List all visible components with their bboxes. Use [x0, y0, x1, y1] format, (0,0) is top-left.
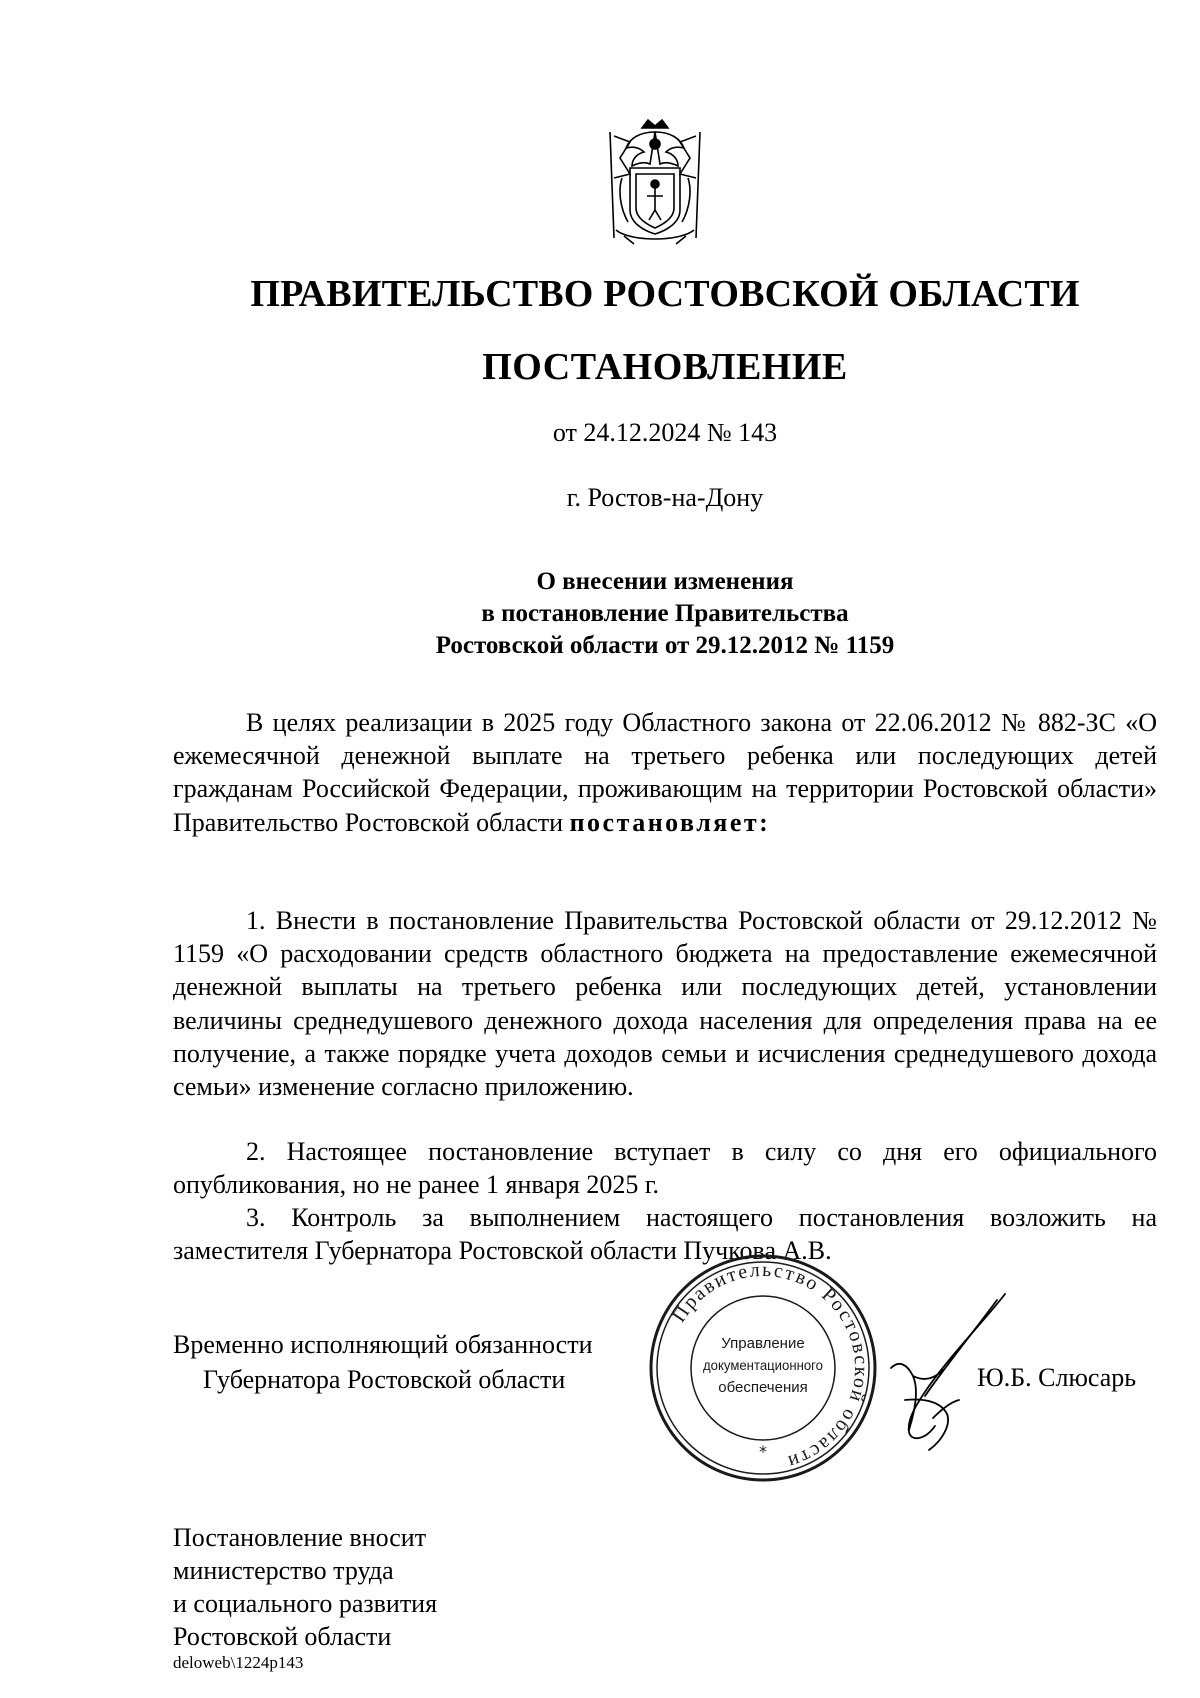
- subject-line-1: О внесении изменения: [536, 568, 794, 595]
- decree-item-1: 1. Внести в постановление Правительства Ростовской области от 29.12.2012 № 1159 «О расходовании средств областного бюджета на предоставление ежемесячной денежной выплаты на третьего ребенка или последующих детей, установлении величины среднедушевого денежного дохода населения для определения права на ее получение, а также порядке учета доходов семьи и исчисления среднедушевого дохода семьи» изменение согласно приложению.: [173, 906, 1157, 1102]
- document-number-date: от 24.12.2024 № 143: [552, 418, 778, 447]
- seal-outer-text: Правительство Ростовской области: [667, 1258, 873, 1474]
- subject-line-3: Ростовской области от 29.12.2012 № 1159: [435, 632, 895, 659]
- seal-inner-line-1: Управление: [721, 1335, 805, 1352]
- seal-inner-line-3: обеспечения: [718, 1379, 808, 1396]
- svg-text:*: *: [759, 1442, 767, 1461]
- signer-position-line-1: Временно исполняющий обязанности: [173, 1330, 593, 1359]
- signer-name: Ю.Б. Слюсарь: [977, 1363, 1137, 1392]
- document-subject: [0, 566, 1200, 662]
- document-footer-code: deloweb\1224p143: [173, 1653, 304, 1672]
- initiator-block: [173, 1521, 437, 1653]
- subject-line-2: в постановление Правительства: [481, 600, 849, 627]
- official-seal-icon: [648, 1253, 878, 1483]
- decree-word: постановляет:: [569, 807, 771, 837]
- decree-item-2: 2. Настоящее постановление вступает в силу со дня его официального опубликования, но не ранее 1 января 2025 г.: [173, 1137, 1157, 1200]
- initiator-line-4: Ростовской области: [173, 1622, 392, 1651]
- preamble-paragraph: [173, 706, 1157, 839]
- initiator-line-2: министерство труда: [173, 1556, 394, 1585]
- initiator-line-3: и социального развития: [173, 1589, 438, 1618]
- coat-of-arms-icon: [600, 118, 710, 246]
- document-type: ПОСТАНОВЛЕНИЕ: [482, 346, 848, 388]
- seal-inner-line-2: документационного: [703, 1357, 824, 1373]
- decree-item-3: 3. Контроль за выполнением настоящего постановления возложить на заместителя Губернатора Ростовской области Пучкова А.В.: [173, 1203, 1157, 1266]
- signer-position-line-2: Губернатора Ростовской области: [203, 1365, 566, 1394]
- government-title: ПРАВИТЕЛЬСТВО РОСТОВСКОЙ ОБЛАСТИ: [250, 273, 1080, 315]
- signer-position: [173, 1327, 593, 1397]
- initiator-line-1: Постановление вносит: [173, 1523, 427, 1552]
- issue-city: г. Ростов-на-Дону: [566, 483, 764, 512]
- preamble-text: В целях реализации в 2025 году Областного закона от 22.06.2012 № 882-ЗС «О ежемесячной денежной выплате на третьего ребенка или последующих детей гражданам Российской Федерации, проживающим на территории Ростовской области» Правительство Ростовской области: [173, 708, 1157, 837]
